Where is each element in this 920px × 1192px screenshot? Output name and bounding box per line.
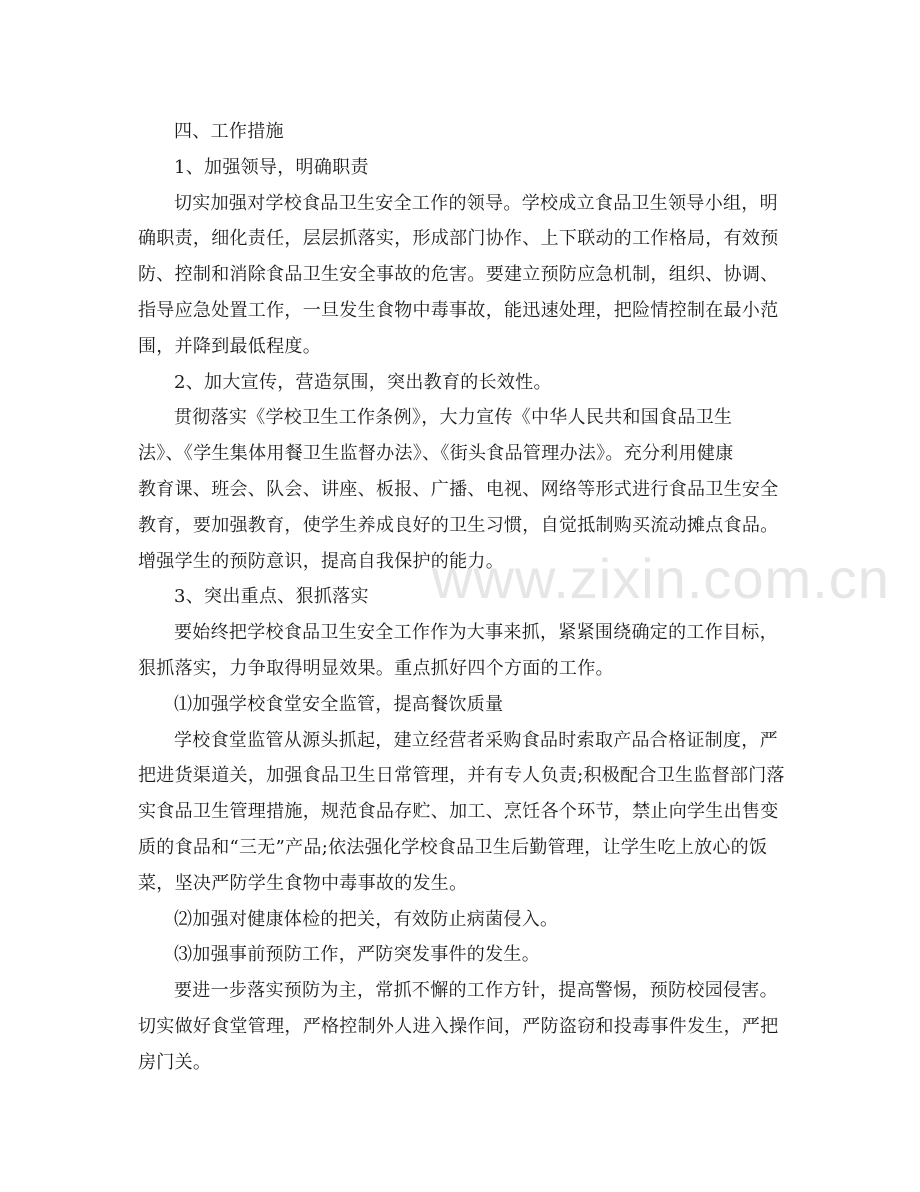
paragraph-line: 教育课、班会、队会、讲座、板报、广播、电视、网络等形式进行食品卫生安全 — [138, 478, 779, 500]
paragraph-line: 指导应急处置工作，一旦发生食物中毒事故，能迅速处理，把险情控制在最小范 — [138, 299, 779, 321]
subheading-line: ⑵加强对健康体检的把关，有效防止病菌侵入。 — [174, 908, 559, 930]
paragraph-line: 学校食堂监管从源头抓起，建立经营者采购食品时索取产品合格证制度，严 — [174, 729, 778, 751]
paragraph-line: 要始终把学校食品卫生安全工作作为大事来抓，紧紧围绕确定的工作目标， — [174, 622, 778, 644]
paragraph-line: 增强学生的预防意识，提高自我保护的能力。 — [138, 550, 504, 572]
subheading-line: 3、突出重点、狠抓落实 — [174, 586, 369, 608]
paragraph-line: 切实加强对学校食品卫生安全工作的领导。学校成立食品卫生领导小组，明 — [174, 192, 778, 214]
paragraph-line: 防、控制和消除食品卫生安全事故的危害。要建立预防应急机制，组织、协调、 — [138, 264, 779, 286]
subheading-line: 2、加大宣传，营造氛围，突出教育的长效性。 — [174, 371, 552, 393]
paragraph-line: 要进一步落实预防为主，常抓不懈的工作方针，提高警惕，预防校园侵害。 — [174, 980, 778, 1002]
paragraph-line: 质的食品和“三无”产品;依法强化学校食品卫生后勤管理，让学生吃上放心的饭 — [138, 836, 768, 858]
paragraph-line: 教育，要加强教育，使学生养成良好的卫生习惯，自觉抵制购买流动摊点食品。 — [138, 514, 779, 536]
paragraph-line: 围，并降到最低程度。 — [138, 335, 321, 357]
document-body — [138, 114, 785, 1081]
subheading-line: ⑴加强学校食堂安全监管，提高餐饮质量 — [174, 693, 504, 715]
paragraph-line: 把进货渠道关，加强食品卫生日常管理，并有专人负责;积极配合卫生监督部门落 — [138, 765, 785, 787]
paragraph-line: 切实做好食堂管理，严格控制外人进入操作间，严防盗窃和投毒事件发生，严把 — [138, 1015, 779, 1037]
section-heading: 四、工作措施 — [174, 121, 284, 142]
watermark: www.zixin.com.cn — [432, 547, 890, 610]
paragraph-line: 贯彻落实《学校卫生工作条例》，大力宣传《中华人民共和国食品卫生 — [174, 407, 733, 429]
paragraph-line: 菜，坚决严防学生食物中毒事故的发生。 — [138, 872, 468, 894]
paragraph-line: 法》、《学生集体用餐卫生监督办法》、《街头食品管理办法》。充分利用健康 — [138, 443, 734, 465]
paragraph-line: 狠抓落实，力争取得明显效果。重点抓好四个方面的工作。 — [138, 657, 614, 679]
paragraph-line: 房门关。 — [138, 1051, 212, 1073]
subheading-line: ⑶加强事前预防工作，严防突发事件的发生。 — [174, 944, 540, 966]
paragraph-line: 实食品卫生管理措施，规范食品存贮、加工、烹饪各个环节，禁止向学生出售变 — [138, 801, 779, 823]
paragraph-line: 确职责，细化责任，层层抓落实，形成部门协作、上下联动的工作格局，有效预 — [138, 228, 779, 250]
subheading-line: 1、加强领导，明确职责 — [174, 156, 369, 178]
